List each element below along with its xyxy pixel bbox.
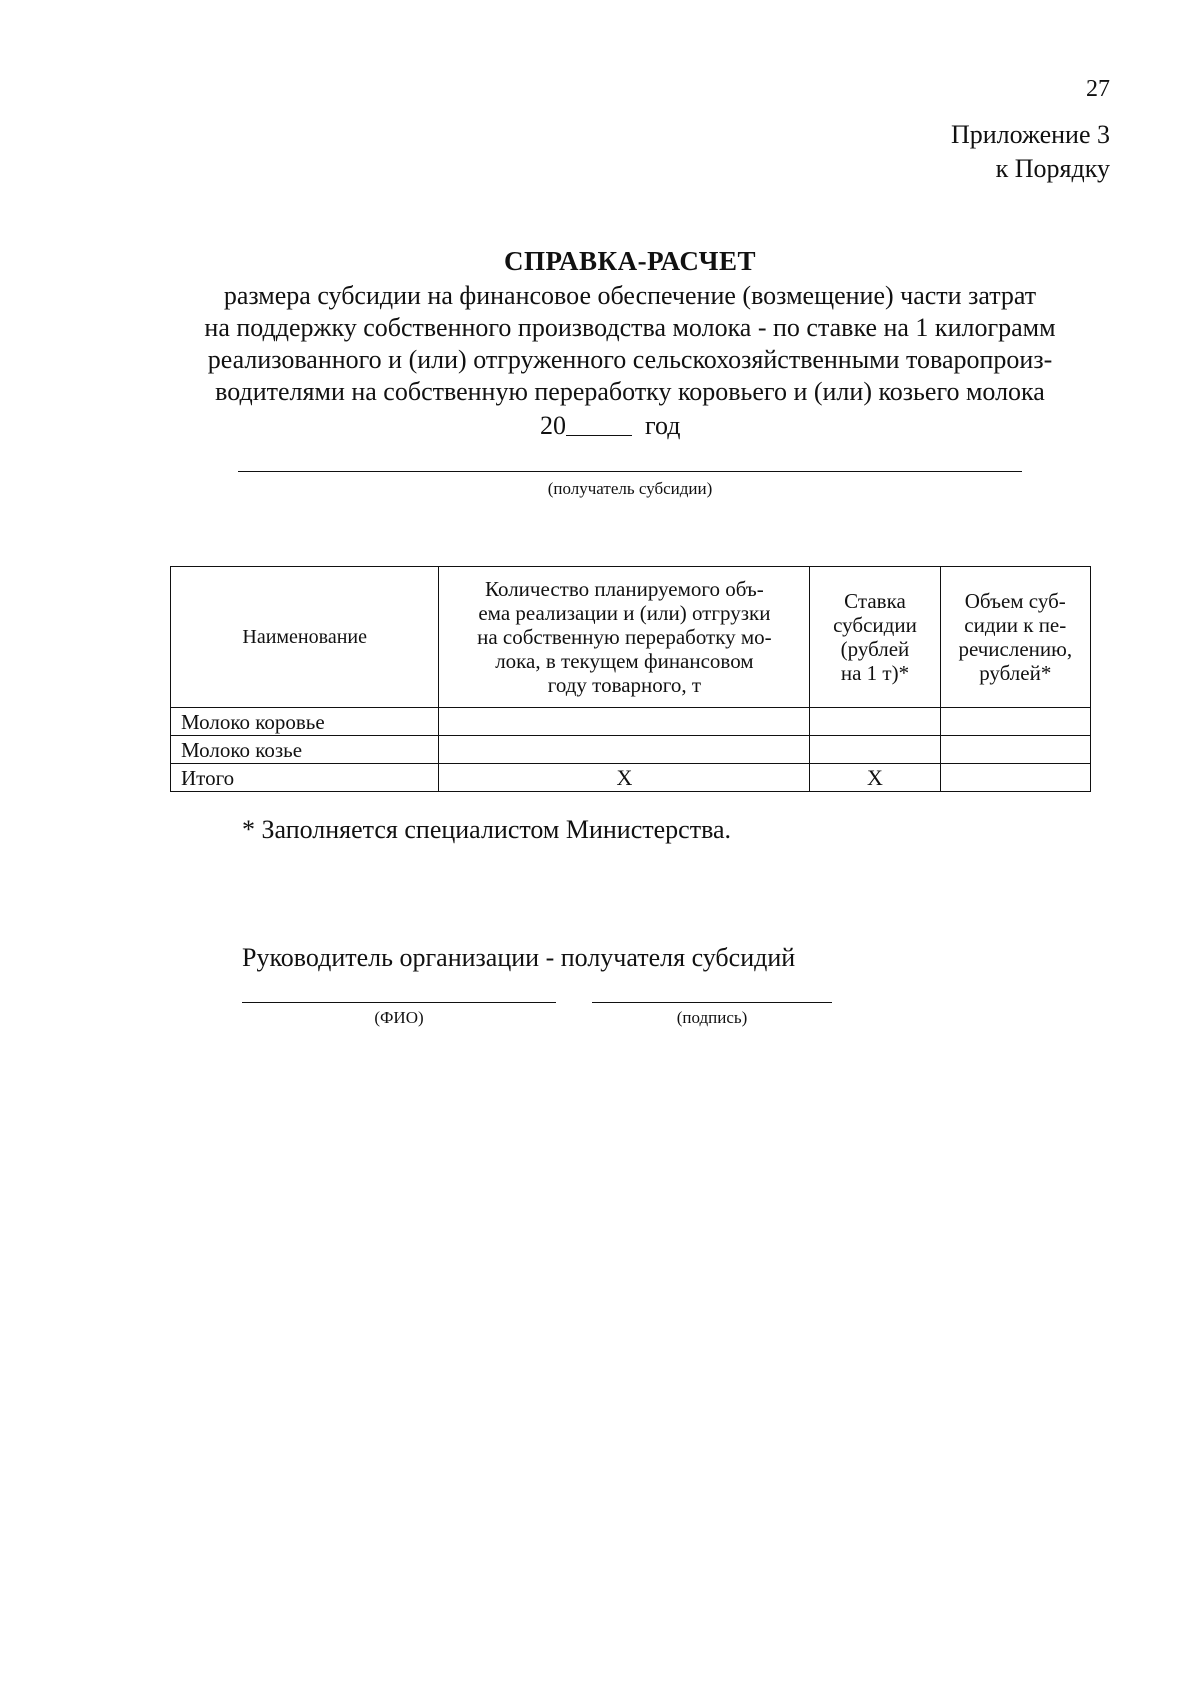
fio-blank-line[interactable] [242,1002,556,1003]
cell-volume[interactable] [940,736,1090,764]
table-row [171,736,1091,764]
page-number: 27 [1086,76,1110,102]
year-prefix: 20 [540,411,566,440]
appendix-line-2: к Порядку [995,154,1110,183]
header-volume: Объем суб- сидии к пе- речислению, рублей* [940,567,1090,708]
header-quantity: Количество планируемого объ- ема реализации и (или) отгрузки на собственную переработку мо- лока, в текущем финансовом году товарного, т [439,567,810,708]
subtitle-line-2: на поддержку собственного производства молока - по ставке на 1 килограмм [204,313,1056,342]
cell-quantity-total: X [439,764,810,792]
subsidy-calculation-table [170,566,1091,792]
recipient-blank-line[interactable] [238,471,1022,472]
header-rate: Ставка субсидии (рублей на 1 т)* [810,567,940,708]
cell-rate[interactable] [810,736,940,764]
row-name-total: Итого [171,764,439,792]
year-line [540,411,760,441]
row-name-cow-milk: Молоко коровье [171,708,439,736]
cell-rate-total: X [810,764,940,792]
cell-quantity[interactable] [439,736,810,764]
document-title: СПРАВКА-РАСЧЕТ [504,246,756,276]
header-name: Наименование [171,567,439,708]
year-suffix: год [645,411,681,440]
footnote: * Заполняется специалистом Министерства. [242,815,732,844]
fio-caption: (ФИО) [374,1008,424,1027]
year-blank-field[interactable] [566,413,632,436]
subtitle-line-3: реализованного и (или) отгруженного сельскохозяйственными товаропроиз- [207,345,1053,374]
subtitle-line-4: водителями на собственную переработку коровьего и (или) козьего молока [215,377,1045,406]
recipient-caption: (получатель субсидии) [547,479,713,498]
subtitle-line-1: размера субсидии на финансовое обеспечение (возмещение) части затрат [223,281,1037,310]
row-name-goat-milk: Молоко козье [171,736,439,764]
signatory-title: Руководитель организации - получателя субсидий [242,943,796,972]
cell-volume[interactable] [940,708,1090,736]
document-subtitle [150,280,1110,408]
appendix-line-1: Приложение 3 [950,120,1110,149]
appendix-reference [780,118,1110,186]
table-row [171,708,1091,736]
cell-volume-total[interactable] [940,764,1090,792]
signature-blank-line[interactable] [592,1002,832,1003]
cell-quantity[interactable] [439,708,810,736]
table-row [171,764,1091,792]
signature-caption: (подпись) [676,1008,748,1027]
table-header-row [171,567,1091,708]
cell-rate[interactable] [810,708,940,736]
